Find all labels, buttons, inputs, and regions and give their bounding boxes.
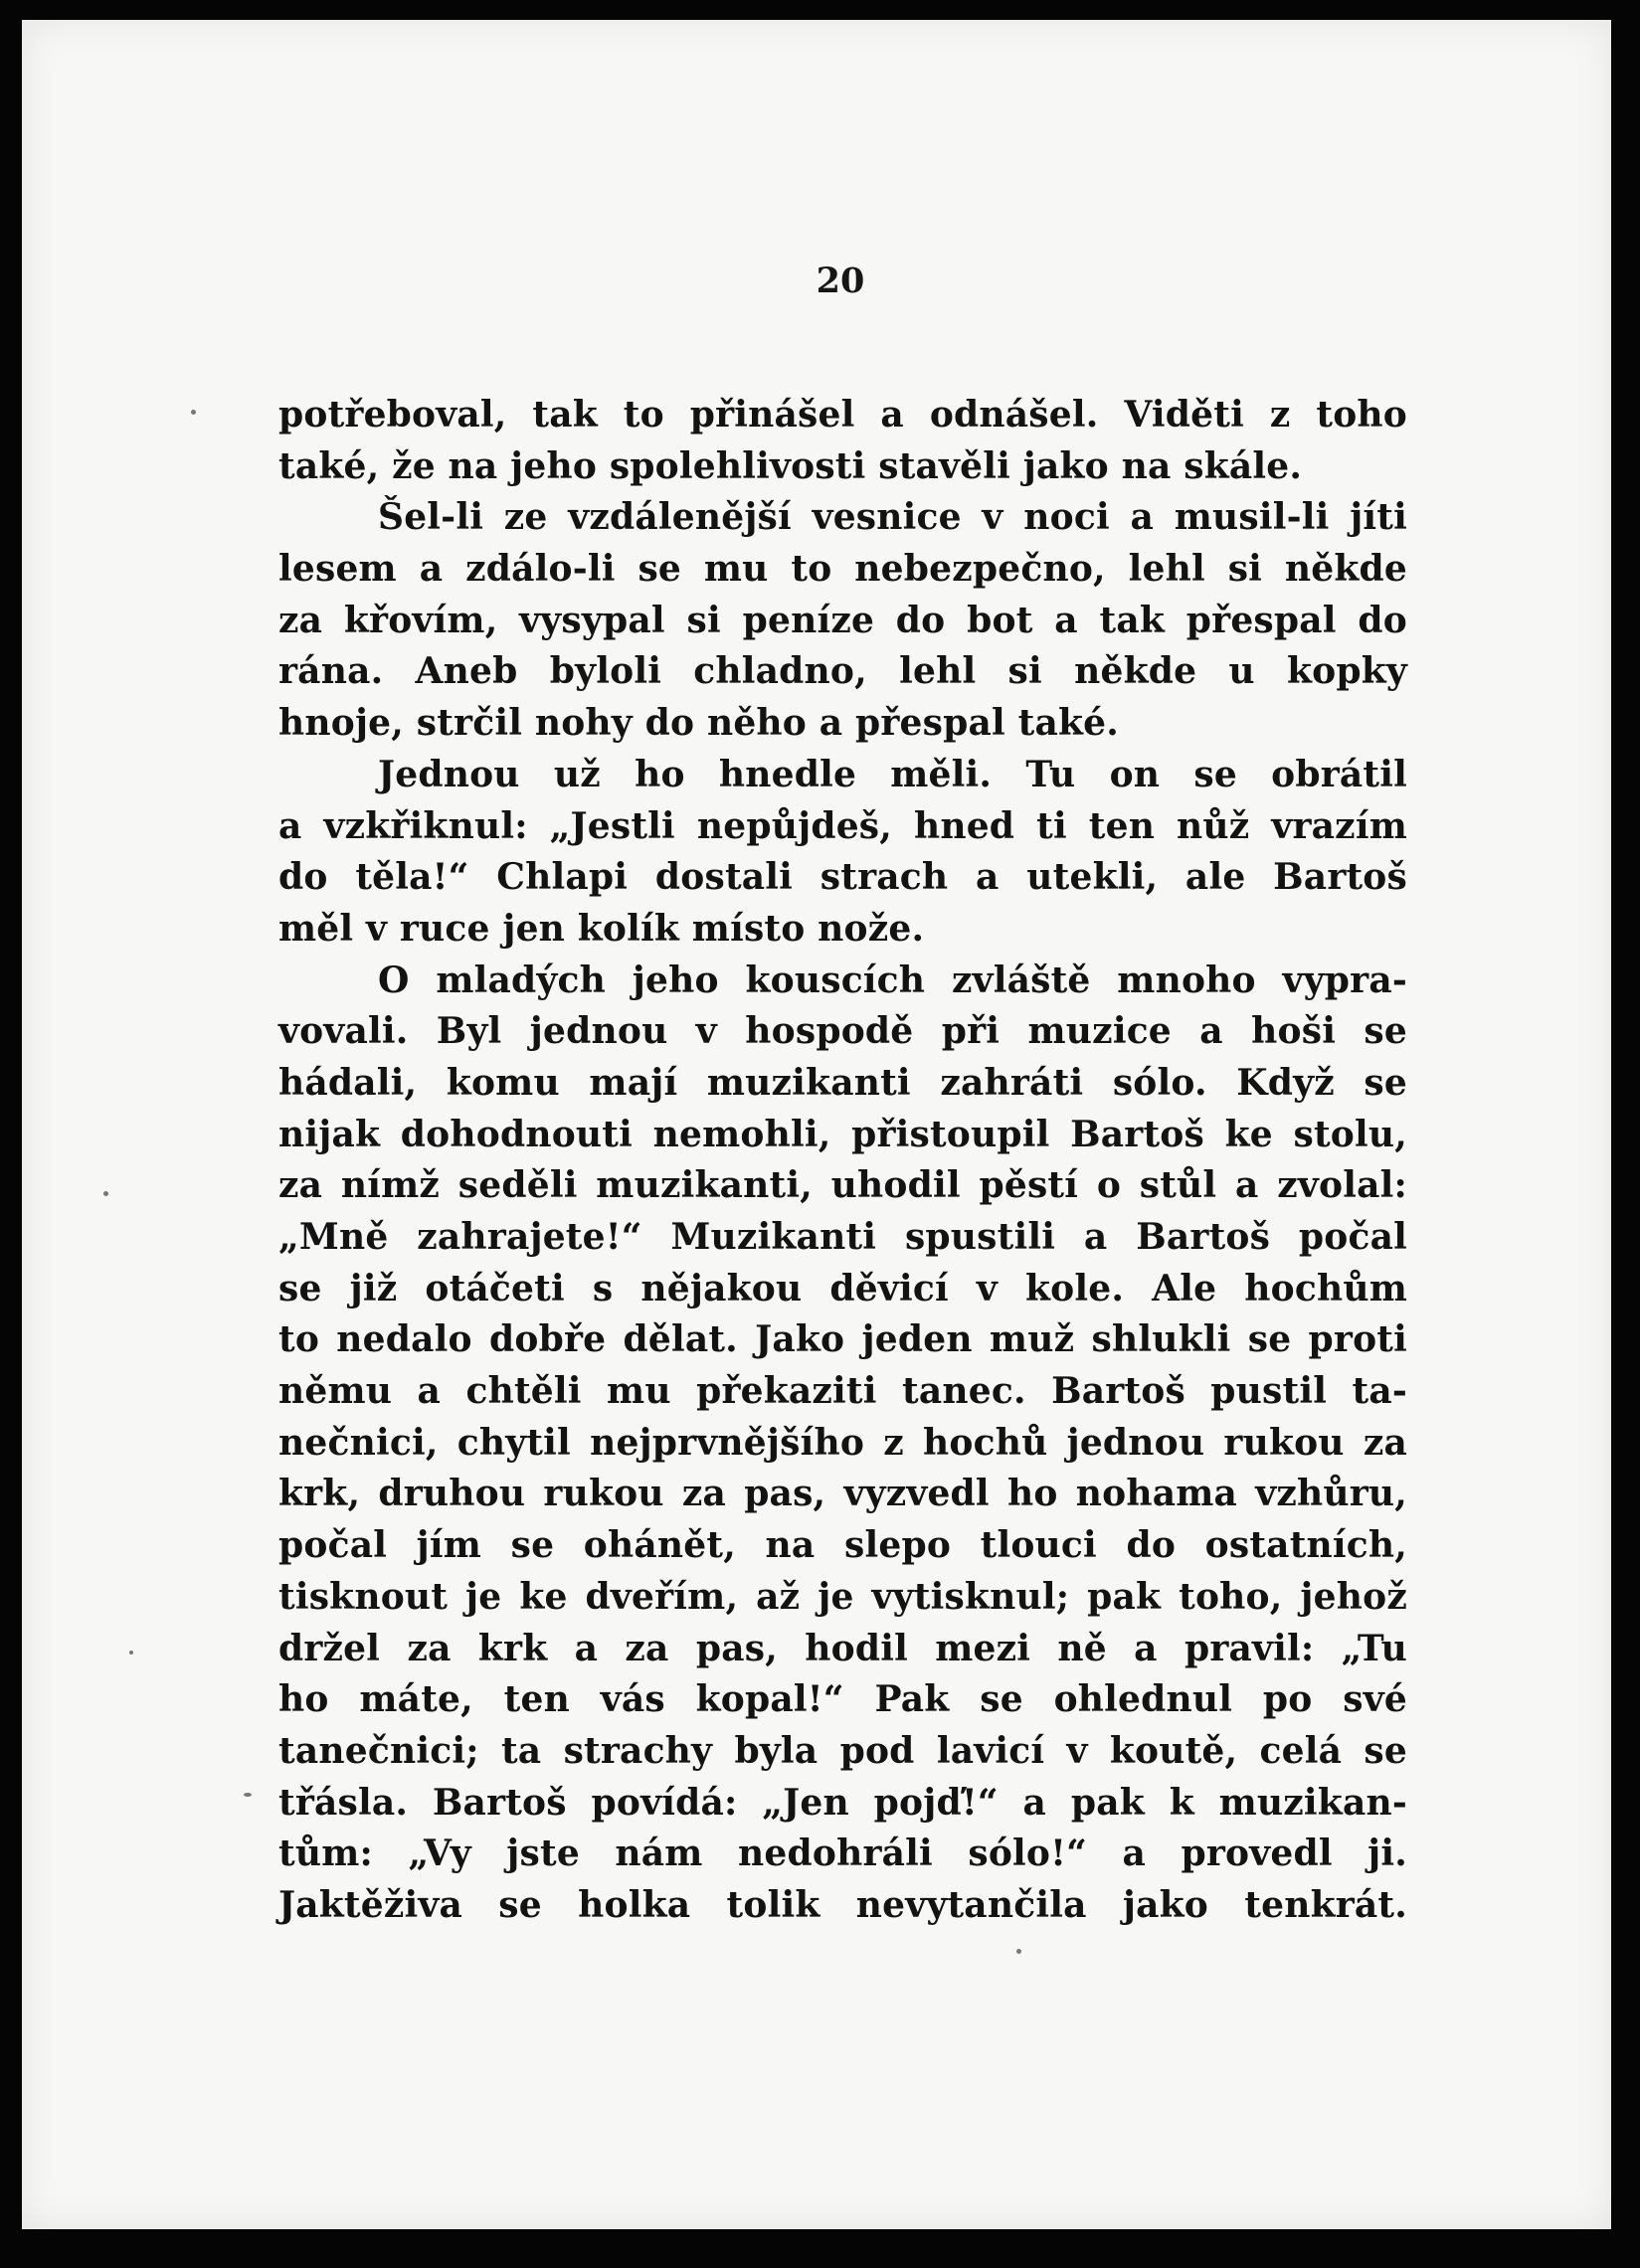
ink-speck [103,1191,108,1196]
text-line: Jednou už ho hnedle měli. Tu on se obrátil [378,753,1407,795]
text-line: lesem a zdálo-li se mu to nebezpečno, lehl si někde [278,548,1407,591]
text-line: se již otáčeti s nějakou děvicí v kole. Ale hochům [278,1267,1407,1309]
ink-speck [129,1651,133,1655]
text-line: měl v ruce jen kolík místo nože. [278,907,925,950]
text-line: němu a chtěli mu překaziti tanec. Bartoš pustil ta- [278,1370,1407,1413]
text-line: vovali. Byl jednou v hospodě při muzice a hoši se [278,1010,1407,1053]
text-line: Jaktěživa se holka tolik nevytančila jako tenkrát. [278,1883,1407,1926]
text-line: ho máte, ten vás kopal!“ Pak se ohlednul po své [278,1678,1407,1721]
text-line: třásla. Bartoš povídá: „Jen pojď!“ a pak k muzikan- [278,1781,1407,1824]
text-line: tům: „Vy jste nám nedohráli sólo!“ a provedl ji. [278,1832,1407,1875]
text-line: „Mně zahrajete!“ Muzikanti spustili a Bartoš počal [278,1216,1407,1258]
text-line: krk, druhou rukou za pas, vyzvedl ho nohama vzhůru, [278,1473,1407,1515]
text-line: a vzkřiknul: „Jestli nepůjdeš, hned ti ten nůž vrazím [278,804,1407,847]
text-line: Šel-li ze vzdálenější vesnice v noci a musil-li jíti [378,496,1407,539]
text-line: to nedalo dobře dělat. Jako jeden muž shlukli se proti [278,1318,1407,1361]
text-line: tanečnici; ta strachy byla pod lavicí v koutě, celá se [278,1729,1407,1772]
text-line: tisknout je ke dveřím, až je vytisknul; pak toho, jehož [278,1575,1407,1618]
ink-speck [244,1793,252,1797]
ink-speck [1016,1949,1021,1954]
text-line: za nímž seděli muzikanti, uhodil pěstí o stůl a zvolal: [278,1164,1407,1207]
ink-speck [191,410,196,415]
body-text [278,390,1407,1932]
text-line: do těla!“ Chlapi dostali strach a utekli, ale Bartoš [278,856,1407,899]
text-line: také, že na jeho spolehlivosti stavěli jako na skále. [278,444,1303,487]
text-line: nijak dohodnouti nemohli, přistoupil Bartoš ke stolu, [278,1113,1407,1155]
text-line: hnoje, strčil nohy do něho a přespal také. [278,702,1119,745]
text-line: hádali, komu mají muzikanti zahráti sólo. Když se [278,1061,1407,1104]
text-line: držel za krk a za pas, hodil mezi ně a pravil: „Tu [278,1627,1407,1669]
text-line: O mladých jeho kouscích zvláště mnoho vypra- [378,959,1407,1001]
text-line: za křovím, vysypal si peníze do bot a tak přespal do [278,599,1407,641]
text-line: nečnici, chytil nejprvnějšího z hochů jednou rukou za [278,1421,1407,1464]
text-line: rána. Aneb byloli chladno, lehl si někde u kopky [278,650,1407,693]
text-line: potřeboval, tak to přinášel a odnášel. Viděti z toho [278,394,1407,436]
page-number: 20 [816,261,865,301]
text-line: počal jím se ohánět, na slepo tlouci do ostatních, [278,1524,1407,1567]
